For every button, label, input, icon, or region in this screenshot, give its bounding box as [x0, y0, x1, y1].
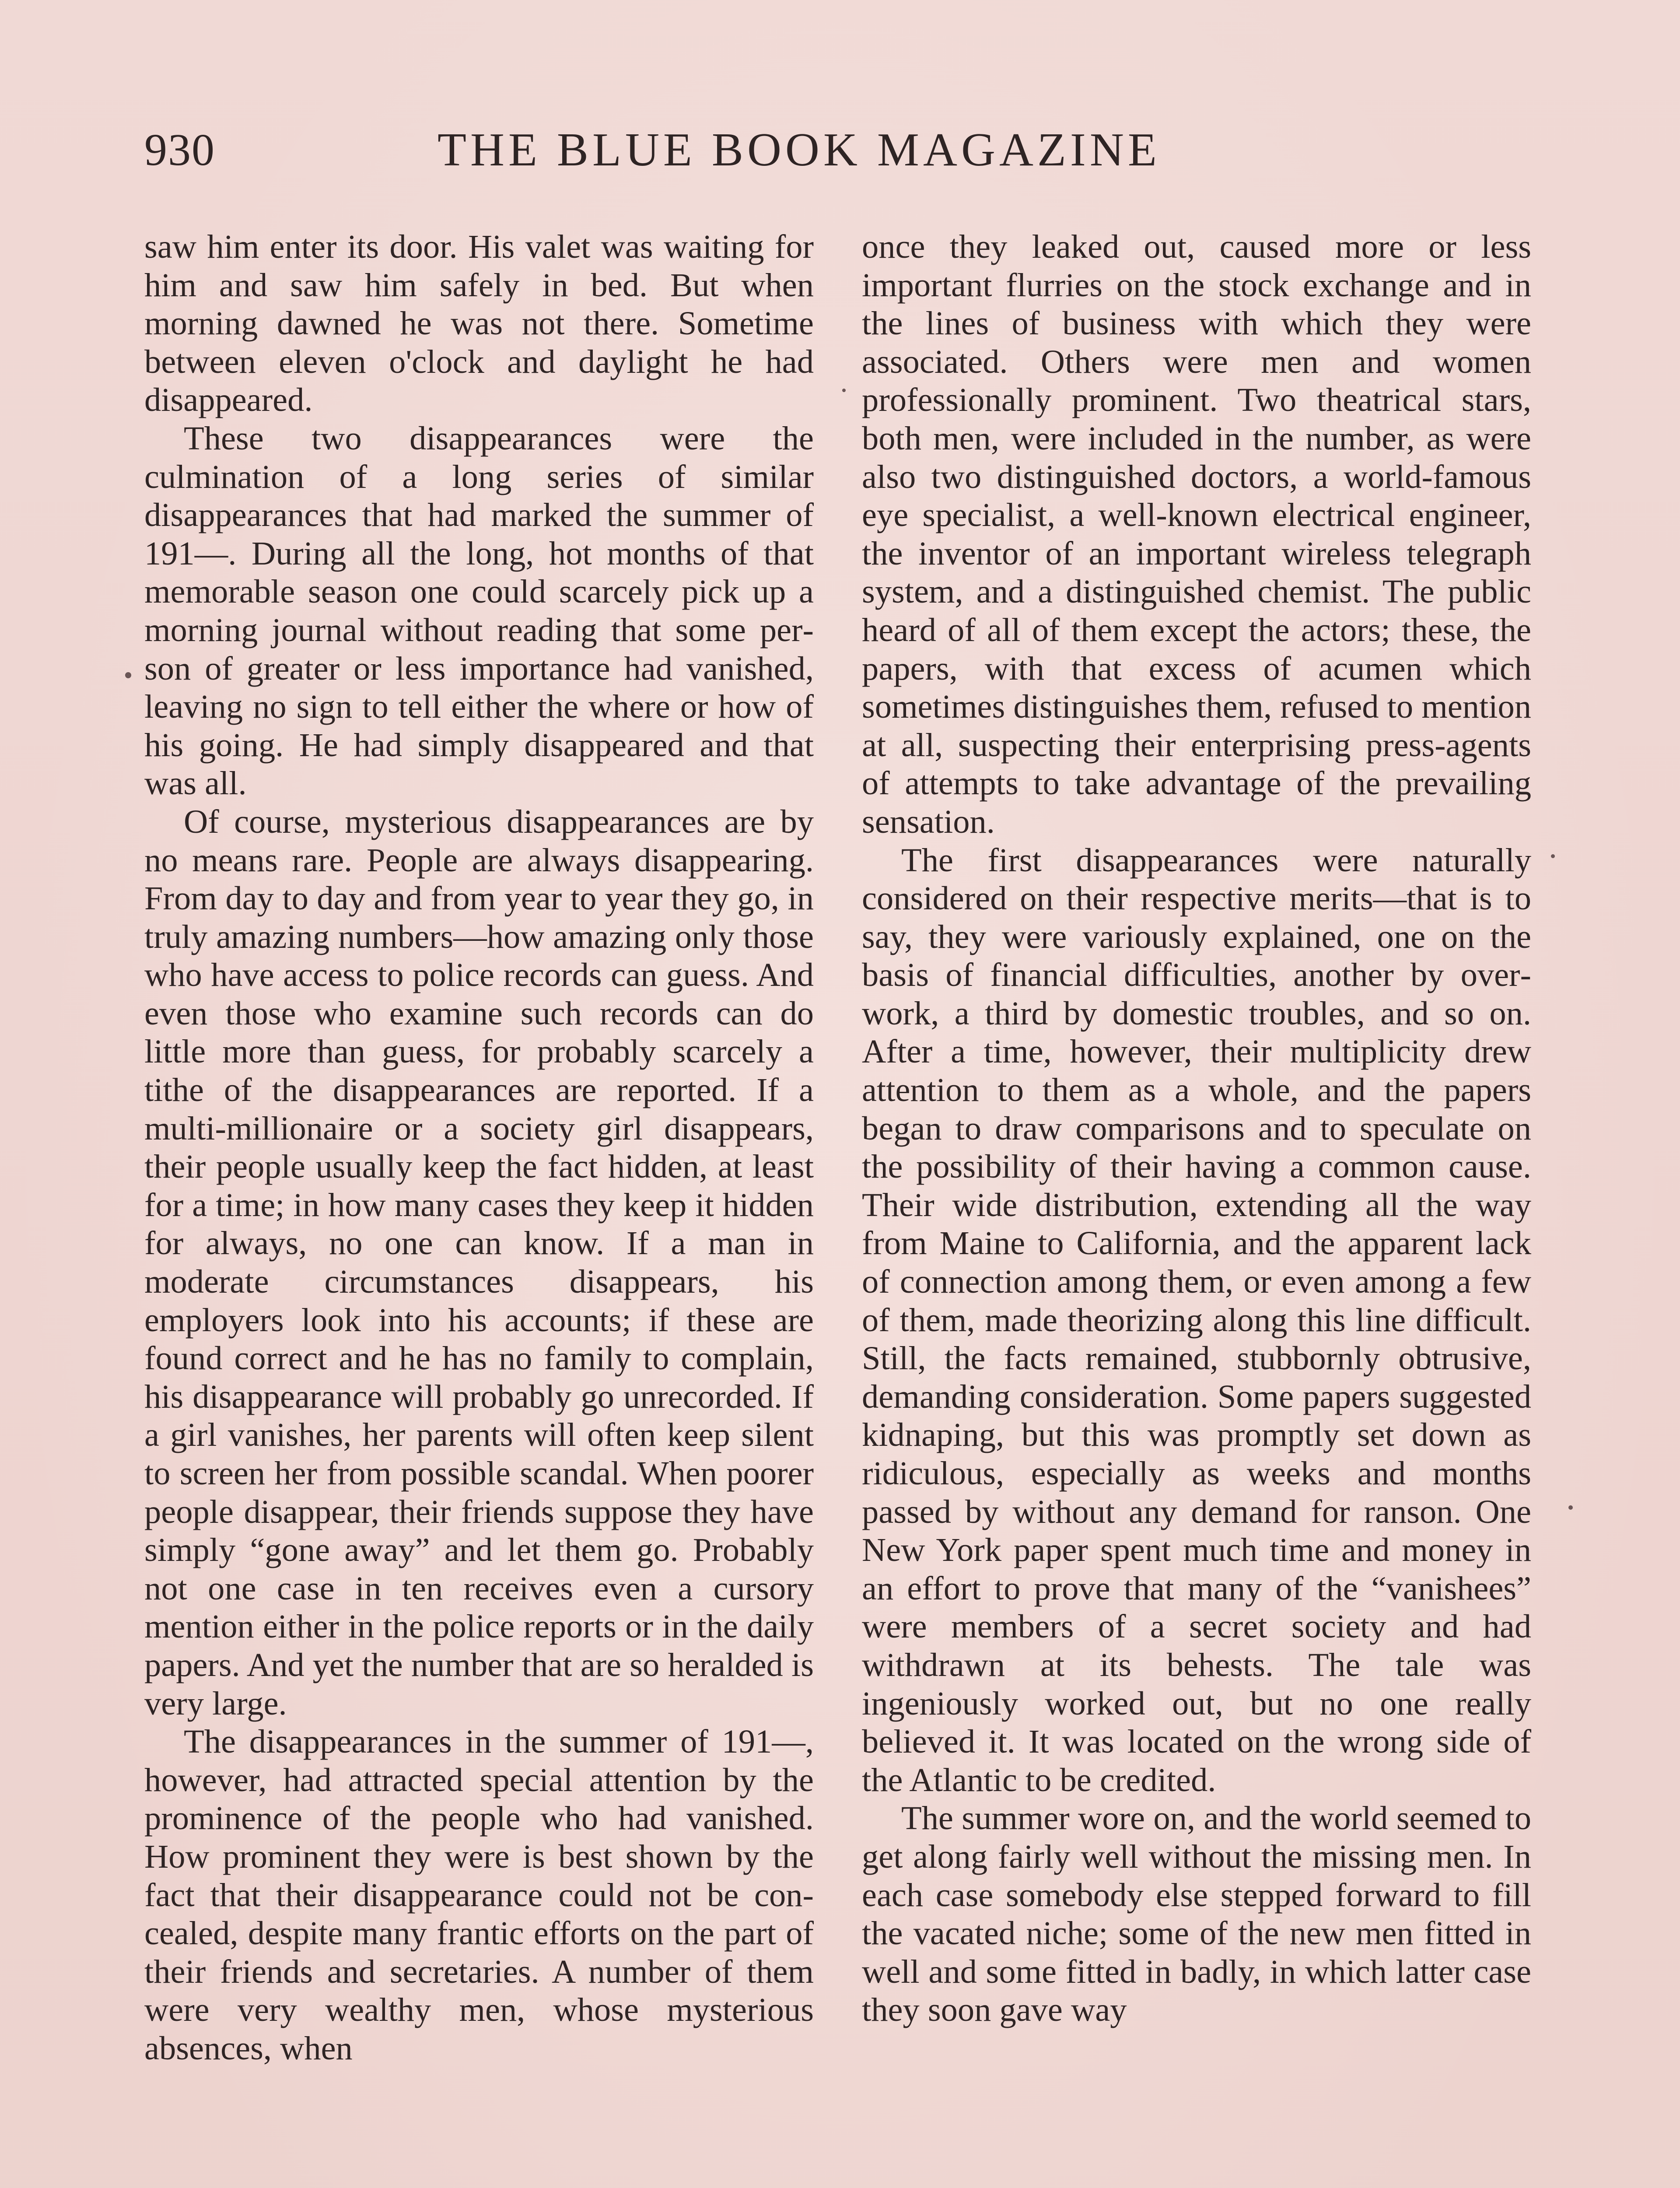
- paragraph: The disappearances in the summer of 191—, however, had attracted special attention by the prominence of the people who had vanished. How prominent they were is best shown by the fact that their disappearance could not be concealed, despite many frantic efforts on the part of their friends and secretaries. A number of them were very wealthy men, whose mysterious absences, when: [144, 1723, 814, 2067]
- paper-speck: [842, 389, 846, 392]
- page-number: 930: [144, 125, 215, 175]
- paragraph: saw him enter its door. His valet was waiting for him and saw him safely in bed. But when morning dawned he was not there. Sometime between eleven o'clock and daylight he had disappeared.: [144, 228, 814, 419]
- page-header: [144, 117, 1553, 183]
- paragraph: These two disappearances were the culmination of a long series of similar disappearances that had marked the summer of 191—. During all the long, hot months of that memorable season one could scarcely pick up a morning journal without reading that some person of greater or less importance had vanished, leaving no sign to tell either the where or how of his going. He had simply disappeared and that was all.: [144, 419, 814, 802]
- paper-speck: [125, 672, 131, 678]
- right-column: [862, 228, 1531, 2029]
- running-title: THE BLUE BOOK MAGAZINE: [438, 124, 1161, 176]
- paper-speck: [1568, 1505, 1573, 1510]
- paragraph: Of course, mysterious disappearances are by no means rare. People are always disappearing. From day to day and from year to year they go, in truly amazing numbers—how amazing only those who have access to police records can guess. And even those who examine such records can do little more than guess, for probably scarcely a tithe of the disappearances are reported. If a multi-millionaire or a society girl disappears, their people usually keep the fact hidden, at least for a time; in how many cases they keep it hidden for always, no one can know. If a man in moderate circumstances disappears, his employers look into his accounts; if these are found correct and he has no family to complain, his disappearance will probably go unrecorded. If a girl vanishes, her parents will often keep silent to screen her from possible scandal. When poorer people disappear, their friends suppose they have simply “gone away” and let them go. Probably not one case in ten receives even a cursory mention either in the police reports or in the daily papers. And yet the number that are so heralded is very large.: [144, 803, 814, 1722]
- paragraph: The summer wore on, and the world seemed to get along fairly well without the missing men. In each case somebody else stepped forward to fill the vacated niche; some of the new men fitted in well and some fitted in badly, in which latter case they soon gave way: [862, 1799, 1531, 2029]
- paper-speck: [1551, 854, 1555, 858]
- left-column: [144, 228, 814, 2068]
- paragraph: The first disappearances were naturally considered on their respective merits—that is to say, they were variously explained, one on the basis of financial difficulties, another by overwork, a third by domestic troubles, and so on. After a time, however, their multiplicity drew attention to them as a whole, and the papers began to draw comparisons and to speculate on the possibility of their having a common cause. Their wide distribution, extending all the way from Maine to California, and the apparent lack of connection among them, or even among a few of them, made theorizing along this line difficult. Still, the facts remained, stubbornly obtrusive, demanding consideration. Some papers suggested kidnaping, but this was promptly set down as ridiculous, especially as weeks and months passed by without any demand for ranson. One New York paper spent much time and money in an effort to prove that many of the “vanishees” were members of a secret society and had withdrawn at its behests. The tale was ingeniously worked out, but no one really believed it. It was located on the wrong side of the Atlantic to be credited.: [862, 841, 1531, 1799]
- paragraph: once they leaked out, caused more or less important flurries on the stock exchange and in the lines of business with which they were associated. Others were men and women professionally prominent. Two theatrical stars, both men, were included in the number, as were also two distinguished doctors, a world-famous eye specialist, a well-known electrical engineer, the inventor of an important wireless telegraph system, and a distinguished chemist. The public heard of all of them except the actors; these, the papers, with that excess of acumen which sometimes distinguishes them, refused to mention at all, suspecting their enterprising press-agents of attempts to take advantage of the prevailing sensation.: [862, 228, 1531, 840]
